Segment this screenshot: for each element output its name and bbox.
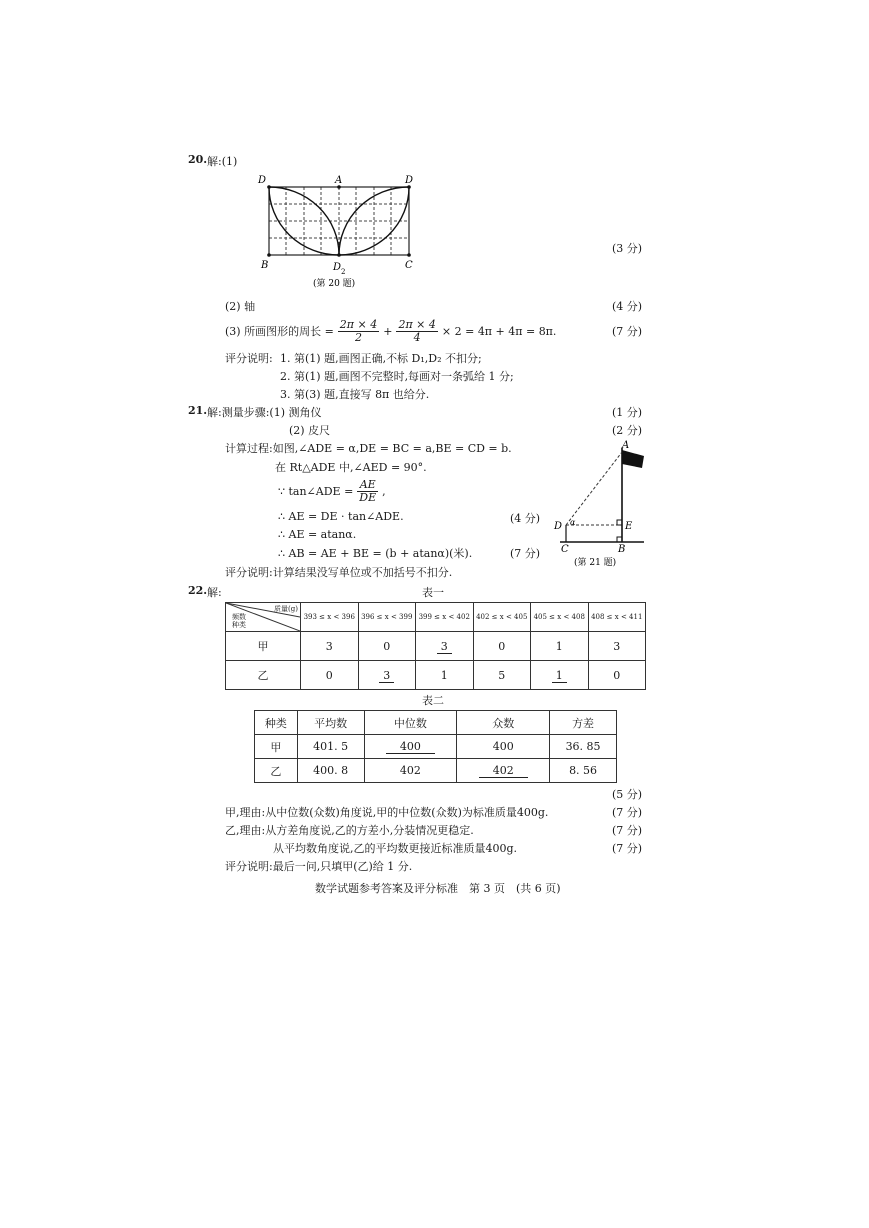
q22-reason-3: 从平均数角度说,乙的平均数更接近标准质量400g. (273, 842, 518, 855)
table1-filled-cell: 3 (379, 669, 394, 683)
fig21-point-e: E (625, 521, 633, 532)
q20-intro: 解:(1) (207, 155, 238, 168)
table2-cell (364, 735, 457, 759)
fig20-point-d-left: D (258, 175, 267, 186)
table2-cell: 400. 8 (297, 759, 364, 783)
q20-frac2-den: 4 (413, 330, 421, 344)
table1-header: 402 ≤ x < 405 (473, 603, 531, 632)
table1-cell: 1 (416, 661, 474, 690)
table2-cell: 402 (364, 759, 457, 783)
table2-header: 种类 (255, 711, 298, 735)
fig20-point-d-right: D (405, 175, 414, 186)
table1-cell: 0 (301, 661, 359, 690)
fig21-point-d: D (554, 521, 563, 532)
table2-cell: 8. 56 (550, 759, 617, 783)
table1-cell: 1 (531, 632, 589, 661)
table1-cell: 0 (358, 632, 416, 661)
q20-frac2-num: 2π × 4 (398, 317, 436, 331)
table2-cell: 乙 (255, 759, 298, 783)
q20-part3-prefix: (3) 所画图形的周长 = (225, 325, 334, 338)
q21-score-4: (7 分) (510, 547, 541, 560)
q21-figure (552, 440, 652, 570)
q22-score-r3: (7 分) (612, 842, 643, 855)
q21-score-1: (1 分) (612, 406, 643, 419)
fig21-point-c: C (561, 544, 569, 555)
q21-intro: 解:测量步骤:(1) 测角仪 (207, 406, 322, 419)
q21-tan-den: DE (359, 490, 377, 504)
q22-number: 22. (188, 584, 208, 597)
table1-row-name: 乙 (226, 661, 301, 690)
q20-plus: + (383, 324, 393, 338)
table1-filled-cell: 1 (552, 669, 567, 683)
table1-header: 393 ≤ x < 396 (301, 603, 359, 632)
q20-figure (255, 170, 425, 288)
table1-cell (416, 632, 474, 661)
q21-calc: 计算过程:如图,∠ADE = α,DE = BC = a,BE = CD = b. (225, 442, 512, 455)
fig21-alpha: α (570, 518, 576, 527)
fig20-point-d2: D (333, 262, 342, 273)
table1-corner-cell (226, 603, 301, 632)
table2-header: 平均数 (297, 711, 364, 735)
q22-score-tables: (5 分) (612, 788, 643, 801)
q21-ab-line: ∴ AB = AE + BE = (b + atanα)(米). (278, 547, 473, 560)
table1-header: 399 ≤ x < 402 (416, 603, 474, 632)
table2-row-yi (255, 759, 617, 783)
table1-cell: 5 (473, 661, 531, 690)
fig21-point-a: A (622, 440, 630, 451)
q22-reason-1: 甲,理由:从中位数(众数)角度说,甲的中位数(众数)为标准质量400g. (225, 806, 549, 819)
table-2 (254, 710, 617, 783)
q20-note-1: 1. 第(1) 题,画图正确,不标 D₁,D₂ 不扣分; (280, 352, 482, 365)
table1-header: 405 ≤ x < 408 (531, 603, 589, 632)
fig20-point-c: C (405, 260, 413, 271)
fig20-caption: (第 20 题) (313, 279, 356, 288)
table2-cell: 401. 5 (297, 735, 364, 759)
table-1 (225, 602, 646, 690)
fig21-point-b: B (618, 544, 626, 555)
table2-header-row (255, 711, 617, 735)
q20-score-1: (3 分) (612, 242, 643, 255)
q21-score-3: (4 分) (510, 512, 541, 525)
table1-header: 396 ≤ x < 399 (358, 603, 416, 632)
table2-cell (457, 759, 550, 783)
table1-corner-bottom: 种类 (232, 621, 246, 629)
q21-tan-line (278, 476, 386, 506)
q20-note-3: 3. 第(3) 题,直接写 8π 也给分. (280, 388, 430, 401)
table1-cell: 3 (301, 632, 359, 661)
table1-cell: 3 (588, 632, 646, 661)
table1-corner-top: 质量(g) (274, 605, 298, 613)
q22-score-r2: (7 分) (612, 824, 643, 837)
q20-note-2: 2. 第(1) 题,画图不完整时,每画对一条弧给 1 分; (280, 370, 514, 383)
table1-filled-cell: 3 (437, 640, 452, 654)
table1-row-jia (226, 632, 646, 661)
q20-number: 20. (188, 153, 208, 166)
q21-tan-prefix: ∵ tan∠ADE = (278, 484, 354, 498)
q22-score-r1: (7 分) (612, 806, 643, 819)
q21-note: 评分说明:计算结果没写单位或不加括号不扣分. (225, 566, 453, 579)
table2-header: 方差 (550, 711, 617, 735)
q20-fraction-2 (396, 319, 437, 344)
table1-row-yi (226, 661, 646, 690)
table1-row-name: 甲 (226, 632, 301, 661)
table1-cell (531, 661, 589, 690)
table2-title: 表二 (422, 694, 444, 707)
q20-frac1-den: 2 (355, 330, 363, 344)
table1-cell (358, 661, 416, 690)
table2-header: 众数 (457, 711, 550, 735)
q21-ae-line-2: ∴ AE = atanα. (278, 528, 357, 541)
q21-number: 21. (188, 404, 208, 417)
table2-filled-cell: 400 (386, 740, 435, 754)
table1-header-row (226, 603, 646, 632)
q20-score-3: (7 分) (612, 325, 643, 338)
q20-part2: (2) 轴 (225, 300, 256, 313)
q21-rt-line: 在 Rt△ADE 中,∠AED = 90°. (275, 461, 427, 474)
table2-cell: 400 (457, 735, 550, 759)
table1-corner-mid: 频数 (232, 613, 246, 621)
q21-tan-fraction (357, 479, 378, 504)
fig20-point-b: B (261, 260, 269, 271)
table2-cell: 甲 (255, 735, 298, 759)
table1-cell: 0 (473, 632, 531, 661)
fig20-point-a: A (335, 175, 343, 186)
q22-note: 评分说明:最后一问,只填甲(乙)给 1 分. (225, 860, 413, 873)
q20-part3 (225, 316, 556, 346)
q20-frac1-num: 2π × 4 (339, 317, 378, 331)
q21-step2: (2) 皮尺 (289, 424, 331, 437)
table2-row-jia (255, 735, 617, 759)
table1-header: 408 ≤ x < 411 (588, 603, 646, 632)
table1-title: 表一 (422, 586, 444, 599)
q20-fraction-1 (338, 319, 379, 344)
table2-header: 中位数 (364, 711, 457, 735)
q21-tan-num: AE (357, 479, 378, 492)
q21-tan-suffix: , (382, 484, 386, 498)
q20-part3-suffix: × 2 = 4π + 4π = 8π. (441, 324, 557, 338)
q21-ae-line-1: ∴ AE = DE · tan∠ADE. (278, 510, 404, 523)
q21-score-2: (2 分) (612, 424, 643, 437)
fig21-caption: (第 21 题) (574, 558, 617, 568)
fig20-point-d2-sub: 2 (341, 268, 346, 276)
q22-reason-2: 乙,理由:从方差角度说,乙的方差小,分装情况更稳定. (225, 824, 474, 837)
q20-score-2: (4 分) (612, 300, 643, 313)
table1-cell: 0 (588, 661, 646, 690)
q20-note-label: 评分说明: (225, 352, 273, 365)
page-footer: 数学试题参考答案及评分标准 第 3 页 (共 6 页) (315, 882, 561, 895)
q22-intro: 解: (207, 586, 222, 599)
table2-cell: 36. 85 (550, 735, 617, 759)
table2-filled-cell: 402 (479, 764, 528, 778)
